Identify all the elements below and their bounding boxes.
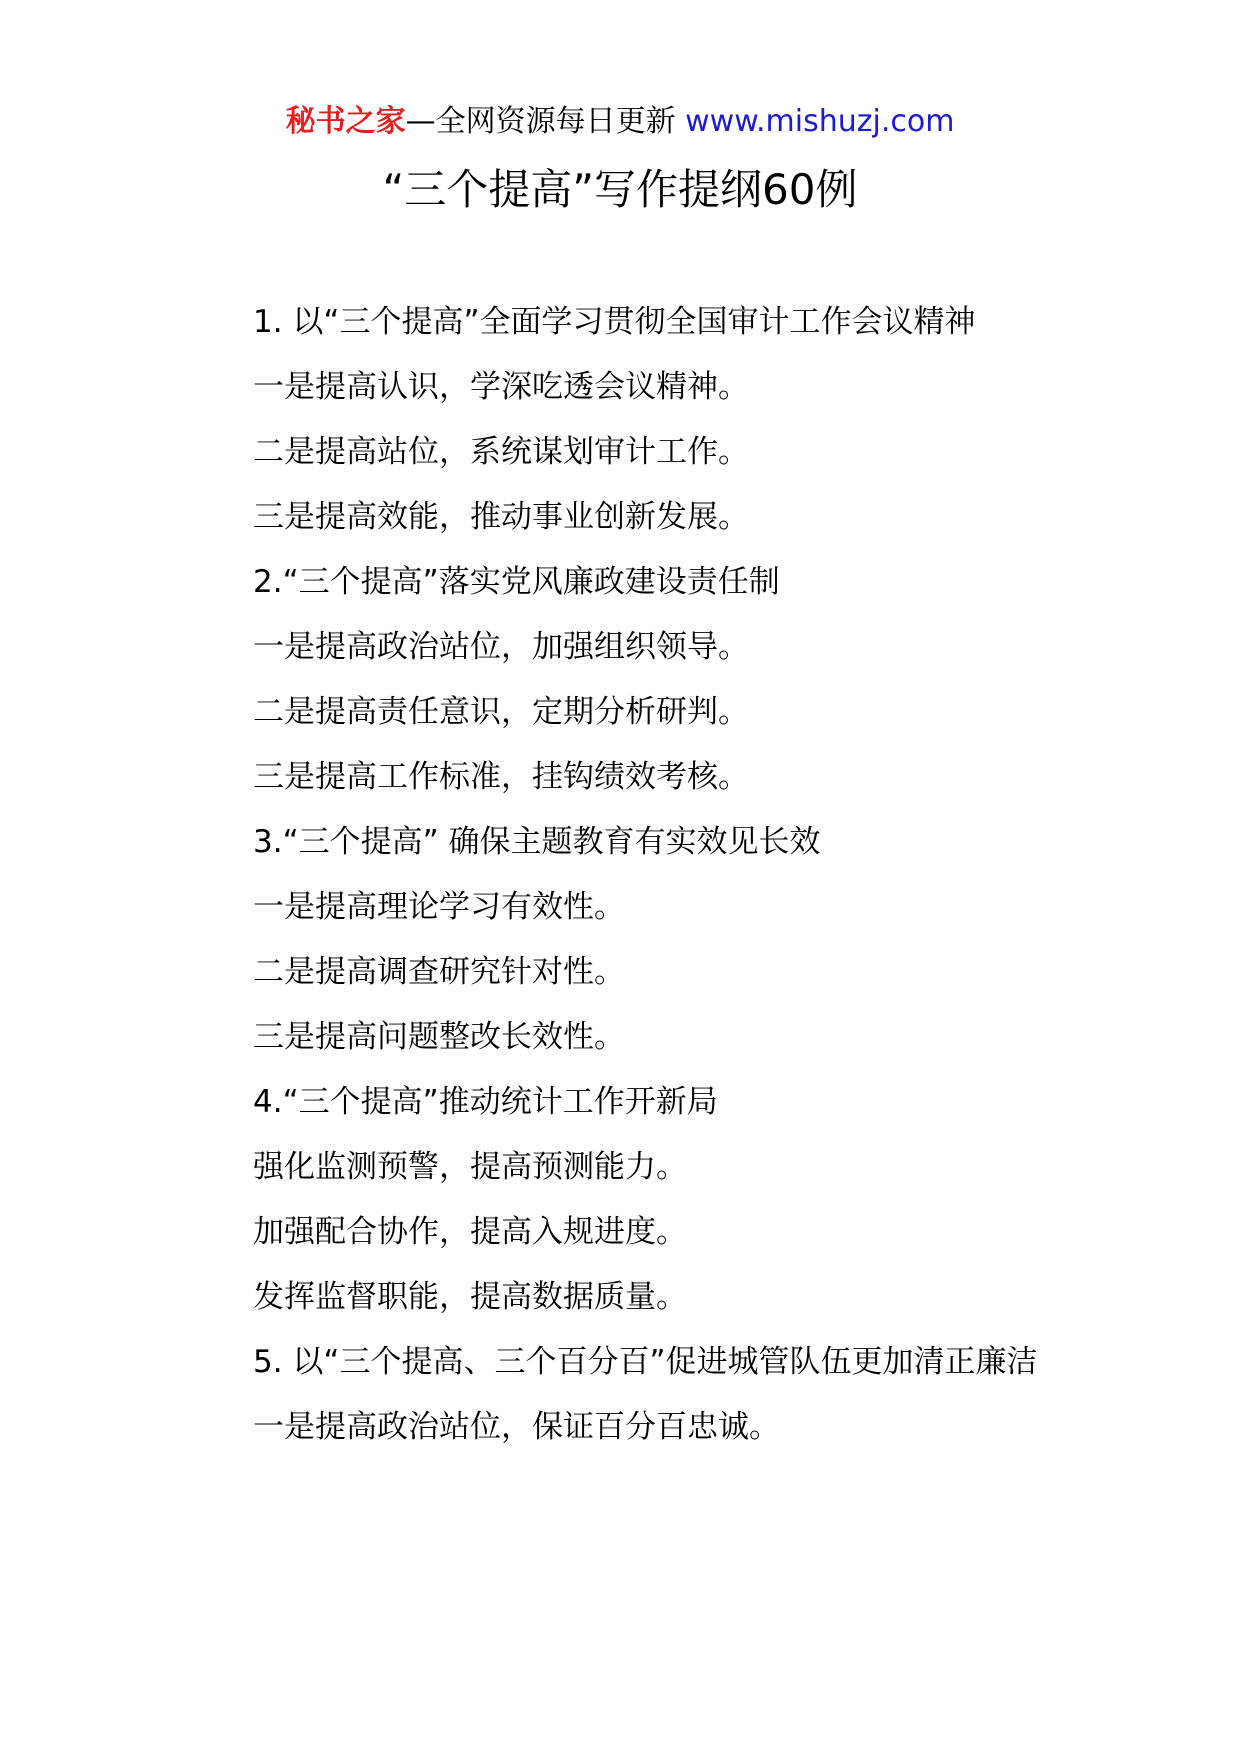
section-point: 一是提高政治站位，加强组织领导。 — [253, 629, 749, 665]
section-point: 三是提高工作标准，挂钩绩效考核。 — [253, 759, 749, 795]
section-heading: 2.“三个提高”落实党风廉政建设责任制 — [253, 564, 780, 600]
brand-name: 秘书之家 — [285, 104, 406, 139]
section-point: 二是提高责任意识，定期分析研判。 — [253, 694, 749, 730]
header-tagline: —全网资源每日更新 — [405, 104, 686, 139]
section-point: 发挥监督职能，提高数据质量。 — [253, 1279, 687, 1315]
section-point: 一是提高认识，学深吃透会议精神。 — [253, 369, 749, 405]
section-1 — [187, 290, 1063, 550]
section-point: 一是提高政治站位，保证百分百忠诚。 — [253, 1409, 780, 1445]
document-body — [187, 290, 1063, 1460]
section-point: 二是提高站位，系统谋划审计工作。 — [253, 434, 749, 470]
section-heading: 3.“三个提高” 确保主题教育有实效见长效 — [253, 824, 821, 860]
section-3 — [187, 810, 1063, 1070]
section-point: 加强配合协作，提高入规进度。 — [253, 1214, 687, 1250]
section-point: 二是提高调查研究针对性。 — [253, 954, 625, 990]
section-heading: 4.“三个提高”推动统计工作开新局 — [253, 1084, 718, 1120]
section-4 — [187, 1070, 1063, 1330]
section-point: 一是提高理论学习有效性。 — [253, 889, 625, 925]
site-url-link[interactable]: www.mishuzj.com — [685, 104, 955, 139]
site-header — [0, 100, 1240, 144]
document-title: “三个提高”写作提纲60例 — [382, 165, 858, 214]
section-point: 强化监测预警，提高预测能力。 — [253, 1149, 687, 1185]
section-2 — [187, 550, 1063, 810]
section-point: 三是提高问题整改长效性。 — [253, 1019, 625, 1055]
section-point: 三是提高效能，推动事业创新发展。 — [253, 499, 749, 535]
section-heading: 1. 以“三个提高”全面学习贯彻全国审计工作会议精神 — [253, 304, 976, 340]
section-heading: 5. 以“三个提高、三个百分百”促进城管队伍更加清正廉洁 — [253, 1344, 1038, 1380]
section-5 — [187, 1330, 1063, 1460]
